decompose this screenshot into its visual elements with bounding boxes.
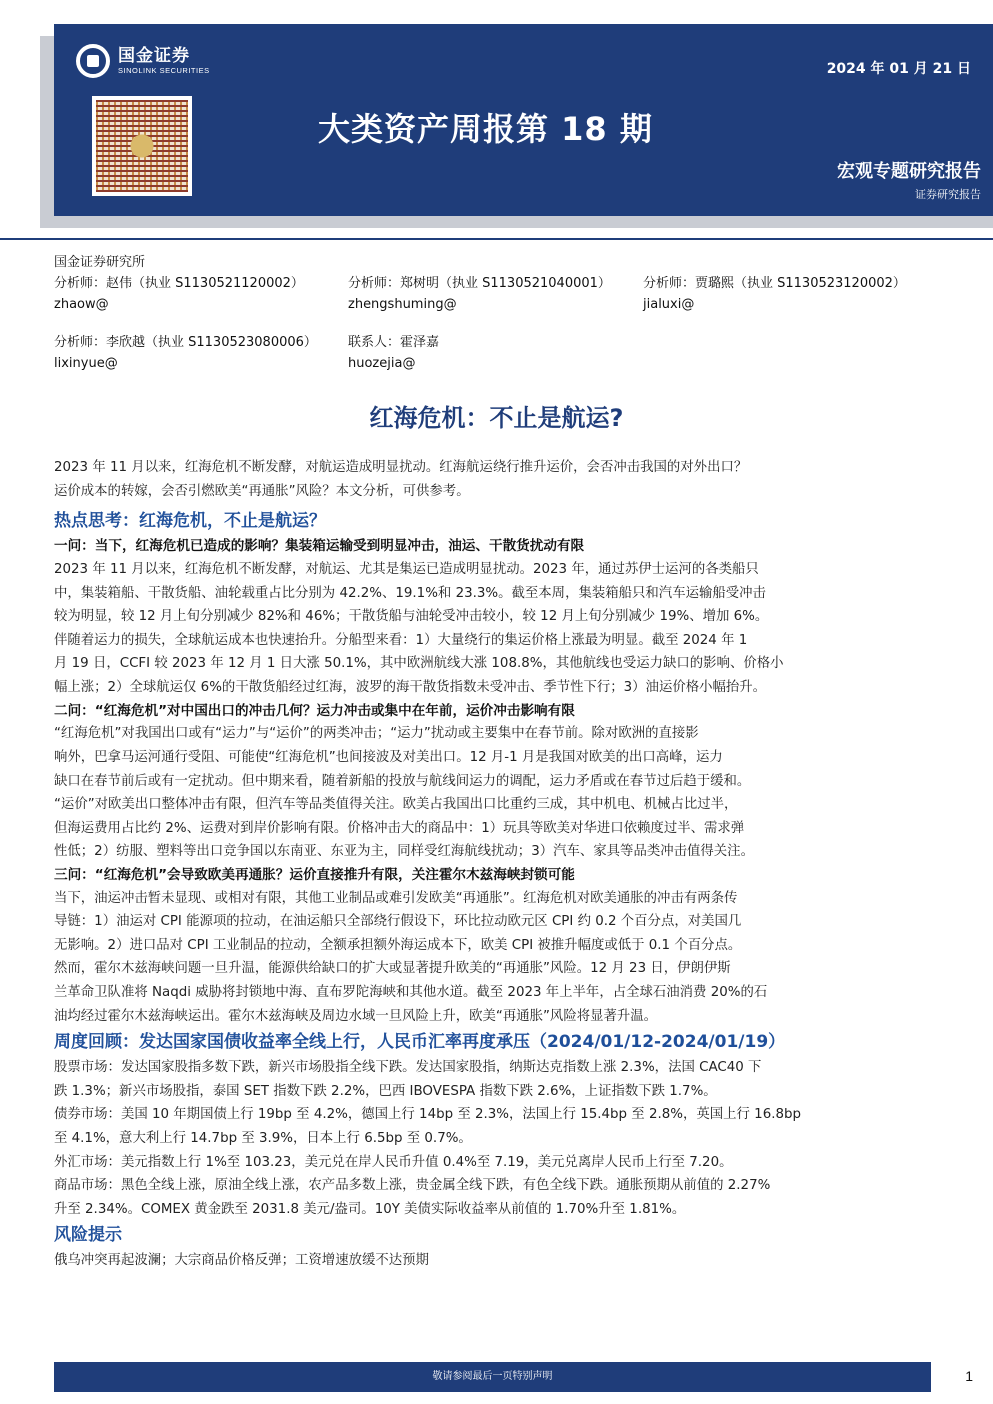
market-line: 外汇市场：美元指数上行 1%至 103.23，美元兑在岸人民币升值 0.4%至 7.19，美元兑离岸人民币上行至 7.20。 bbox=[54, 1154, 733, 1170]
intro-line: 运价成本的转嫁，会否引燃欧美“再通胀”风险？本文分析，可供参考。 bbox=[54, 483, 470, 499]
body-line: 当下，油运冲击暂未显现、或相对有限，其他工业制品或难引发欧美“再通胀”。红海危机对欧美通胀的冲击有两条传 bbox=[54, 890, 738, 906]
header-divider bbox=[0, 238, 993, 240]
intro-line: 2023 年 11 月以来，红海危机不断发酵，对航运造成明显扰动。红海航运绕行推升运价，会否冲击我国的对外出口？ bbox=[54, 460, 748, 475]
body-line: 导链：1）油运对 CPI 能源项的拉动，在油运船只全部绕行假设下，环比拉动欧元区 CPI 约 0.2 个百分点，对美国几 bbox=[54, 914, 742, 930]
report-body bbox=[54, 456, 942, 1273]
analyst-email[interactable]: zhaow@ bbox=[54, 297, 109, 312]
market-line: 至 4.1%，意大利上行 14.7bp 至 3.9%，日本上行 6.5bp 至 0.7%。 bbox=[54, 1131, 472, 1147]
market-line: 债券市场：美国 10 年期国债上行 19bp 至 4.2%，德国上行 14bp 至 2.3%，法国上行 15.4bp 至 2.8%，英国上行 16.8bp bbox=[54, 1107, 801, 1123]
logo-mark-icon bbox=[76, 44, 110, 78]
contact-card bbox=[348, 332, 439, 374]
report-date: 2024 年 01 月 21 日 bbox=[826, 61, 971, 77]
analyst-name: 分析师：郑树明（执业 S1130521040001） bbox=[348, 276, 611, 291]
report-type: 宏观专题研究报告 bbox=[837, 161, 981, 182]
body-line: 油均经过霍尔木兹海峡运出。霍尔木兹海峡及周边水域一旦风险上升，欧美“再通胀”风险将显著升温。 bbox=[54, 1008, 658, 1024]
page-number: 1 bbox=[965, 1368, 973, 1384]
market-line: 商品市场：黑色全线上涨，原油全线上涨，农产品多数上涨，贵金属全线下跌，有色全线下跌。通胀预期从前值的 2.27% bbox=[54, 1178, 771, 1194]
analyst-card bbox=[54, 332, 317, 374]
market-line: 跌 1.3%；新兴市场股指，泰国 SET 指数下跌 2.2%，巴西 IBOVESPA 指数下跌 2.6%，上证指数下跌 1.7%。 bbox=[54, 1083, 717, 1099]
analyst-name: 分析师：赵伟（执业 S1130521120002） bbox=[54, 276, 304, 291]
analyst-name: 分析师：贾璐熙（执业 S1130523120002） bbox=[643, 276, 906, 291]
body-line: 兰革命卫队准将 Naqdi 威胁将封锁地中海、直布罗陀海峡和其他水道。截至 2023 年上半年，占全球石油消费 20%的石 bbox=[54, 985, 768, 1001]
market-line: 升至 2.34%。COMEX 黄金跌至 2031.8 美元/盎司。10Y 美债实际收益率从前值的 1.70%升至 1.81%。 bbox=[54, 1201, 686, 1217]
article-title: 红海危机：不止是航运? bbox=[369, 404, 624, 432]
logo-en: SINOLINK SECURITIES bbox=[118, 66, 210, 75]
section-title-risk: 风险提示 bbox=[54, 1225, 122, 1246]
analyst-email[interactable]: zhengshuming@ bbox=[348, 297, 457, 312]
question-1-title: 一问：当下，红海危机已造成的影响？集装箱运输受到明显冲击，油运、干散货扰动有限 bbox=[54, 538, 585, 555]
report-subtype: 证券研究报告 bbox=[915, 188, 981, 201]
analyst-email[interactable]: jialuxi@ bbox=[643, 297, 695, 312]
qr-code-icon bbox=[92, 96, 192, 196]
analyst-name: 分析师：李欣越（执业 S1130523080006） bbox=[54, 335, 317, 350]
body-line: 幅上涨；2）全球航运仅 6%的干散货船经过红海，波罗的海干散货指数未受冲击、季节性下行；3）油运价格小幅抬升。 bbox=[54, 679, 767, 695]
body-line: 性低；2）纺服、塑料等出口竞争国以东南亚、东亚为主，同样受红海航线扰动；3）汽车、家具等品类冲击值得关注。 bbox=[54, 844, 754, 860]
body-line: 伴随着运力的损失，全球航运成本也快速抬升。分船型来看：1）大量绕行的集运价格上涨最为明显。截至 2024 年 1 bbox=[54, 632, 748, 648]
body-line: 无影响。2）进口品对 CPI 工业制品的拉动，全额承担额外海运成本下，欧美 CPI 被推升幅度或低于 0.1 个百分点。 bbox=[54, 937, 742, 953]
section-title-hot-topic: 热点思考：红海危机，不止是航运？ bbox=[54, 511, 326, 532]
analyst-email[interactable]: lixinyue@ bbox=[54, 356, 118, 371]
market-line: 股票市场：发达国家股指多数下跌，新兴市场股指全线下跌。发达国家股指，纳斯达克指数上涨 2.3%，法国 CAC40 下 bbox=[54, 1060, 762, 1076]
contact-name: 联系人：霍泽嘉 bbox=[348, 335, 440, 350]
question-2-title: 二问：“红海危机”对中国出口的冲击几何？运力冲击或集中在年前，运价冲击影响有限 bbox=[54, 702, 575, 719]
body-line: 然而，霍尔木兹海峡问题一旦升温，能源供给缺口的扩大或显著提升欧美的“再通胀”风险。12 月 23 日，伊朗伊斯 bbox=[54, 961, 731, 977]
logo-text bbox=[118, 46, 210, 76]
body-line: 月 19 日，CCFI 较 2023 年 12 月 1 日大涨 50.1%，其中欧洲航线大涨 108.8%，其他航线也受运力缺口的影响、价格小 bbox=[54, 656, 784, 672]
report-title: 大类资产周报第 18 期 bbox=[318, 110, 653, 148]
body-line: 响外，巴拿马运河通行受阻、可能使“红海危机”也间接波及对美出口。12 月-1 月是我国对欧美的出口高峰，运力 bbox=[54, 749, 723, 765]
body-line: 但海运费用占比约 2%、运费对到岸价影响有限。价格冲击大的商品中：1）玩具等欧美对华进口依赖度过半、需求弹 bbox=[54, 820, 745, 836]
body-line: 较为明显，较 12 月上旬分别减少 82%和 46%；干散货船与油轮受冲击较小，较 12 月上旬分别减少 19%、增加 6%。 bbox=[54, 609, 769, 625]
contact-email[interactable]: huozejia@ bbox=[348, 356, 416, 371]
institute-name: 国金证券研究所 bbox=[54, 255, 146, 270]
company-logo bbox=[76, 44, 210, 78]
body-line: “红海危机”对我国出口或有“运力”与“运价”的两类冲击；“运力”扰动或主要集中在春节前。除对欧洲的直接影 bbox=[54, 726, 699, 742]
logo-cn: 国金证券 bbox=[118, 46, 190, 66]
question-3-title: 三问：“红海危机”会导致欧美再通胀？运价直接推升有限，关注霍尔木兹海峡封锁可能 bbox=[54, 866, 575, 883]
body-line: 中，集装箱船、干散货船、油轮载重占比分别为 42.2%、19.1%和 23.3%。截至本周，集装箱船只和汽车运输船受冲击 bbox=[54, 585, 766, 601]
body-line: 2023 年 11 月以来，红海危机不断发酵，对航运、尤其是集运已造成明显扰动。2023 年，通过苏伊士运河的各类船只 bbox=[54, 561, 759, 577]
section-title-weekly-review: 周度回顾：发达国家国债收益率全线上行，人民币汇率再度承压（2024/01/12-2024/01/19） bbox=[54, 1032, 786, 1053]
body-line: 缺口在春节前后或有一定扰动。但中期来看，随着新船的投放与航线间运力的调配，运力矛盾或在春节过后趋于缓和。 bbox=[54, 773, 751, 789]
footer-disclaimer: 敬请参阅最后一页特别声明 bbox=[432, 1371, 553, 1382]
analyst-card bbox=[643, 273, 906, 315]
analyst-card bbox=[348, 273, 611, 315]
body-line: “运价”对欧美出口整体冲击有限，但汽车等品类值得关注。欧美占我国出口比重约三成，其中机电、机械占比过半， bbox=[54, 797, 738, 813]
analyst-card bbox=[54, 273, 304, 315]
risk-line: 俄乌冲突再起波澜；大宗商品价格反弹；工资增速放缓不达预期 bbox=[54, 1253, 429, 1269]
